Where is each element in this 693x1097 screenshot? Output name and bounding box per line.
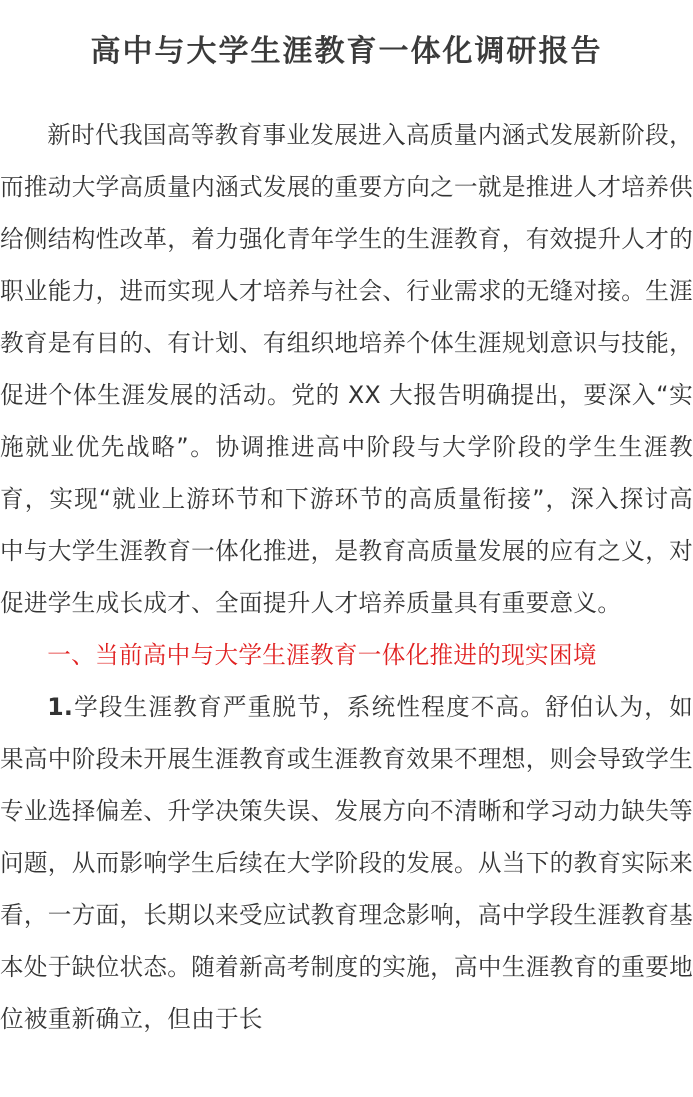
point-text: 学段生涯教育严重脱节，系统性程度不高。舒伯认为，如果高中阶段未开展生涯教育或生涯教育效果不理想，则会导致学生专业选择偏差、升学决策失误、发展方向不清晰和学习动力缺失等问题，从而影响学生后续在大学阶段的发展。从当下的教育实际来看，一方面，长期以来受应试教育理念影响，高中学段生涯教育基本处于缺位状态。随着新高考制度的实施，高中生涯教育的重要地位被重新确立，但由于长 [0, 693, 693, 1033]
document-title: 高中与大学生涯教育一体化调研报告 [90, 34, 603, 69]
point-paragraph [0, 681, 693, 1045]
point-number: 1. [47, 693, 74, 721]
document-body [0, 109, 693, 1045]
intro-paragraph: 新时代我国高等教育事业发展进入高质量内涵式发展新阶段，而推动大学高质量内涵式发展的重要方向之一就是推进人才培养供给侧结构性改革，着力强化青年学生的生涯教育，有效提升人才的职业能力，进而实现人才培养与社会、行业需求的无缝对接。生涯教育是有目的、有计划、有组织地培养个体生涯规划意识与技能，促进个体生涯发展的活动。党的 XX 大报告明确提出，要深入“实施就业优先战略”。协调推进高中阶段与大学阶段的学生生涯教育，实现“就业上游环节和下游环节的高质量衔接”，深入探讨高中与大学生涯教育一体化推进，是教育高质量发展的应有之义，对促进学生成长成才、全面提升人才培养质量具有重要意义。 [0, 121, 693, 617]
section-heading: 一、当前高中与大学生涯教育一体化推进的现实困境 [47, 641, 597, 669]
